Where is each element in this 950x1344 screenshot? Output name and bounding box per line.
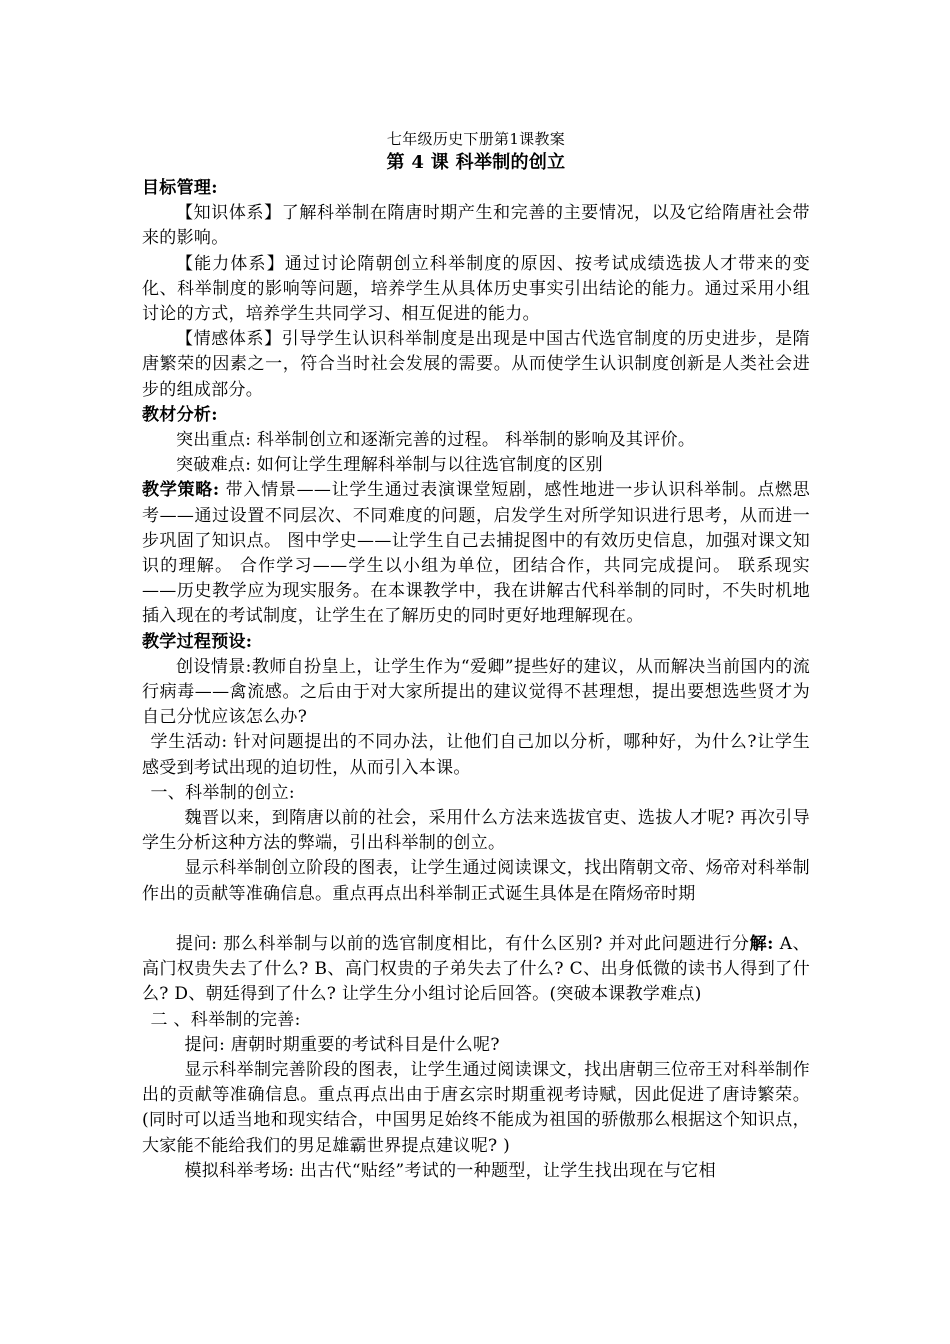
lesson-title: 第 4 课 科举制的创立 bbox=[386, 152, 566, 173]
question-rest: A、高门权贵失去了什么? B、高门权贵的子弟失去了什么? C、出身低微的读书人得到了什么? D、朝廷得到了什么? 让学生分小组讨论后回答。(突破本课教学难点) bbox=[142, 933, 810, 1005]
strategy-paragraph bbox=[142, 478, 810, 629]
goal-heading: 目标管理: bbox=[142, 178, 218, 198]
ability-objective: 【能力体系】通过讨论隋朝创立科举制度的原因、按考试成绩选拔人才带来的变化、科举制度的影响等问题，培养学生从具体历史事实引出结论的能力。通过采用小组讨论的方式，培养学生共同学习、相互促进的能力。 bbox=[142, 253, 810, 325]
doc-caption: 七年级历史下册第1课教案 bbox=[386, 130, 566, 148]
section-1-question bbox=[142, 932, 810, 1008]
question-lead: 提问: bbox=[176, 933, 218, 954]
analysis-heading: 教材分析: bbox=[142, 404, 218, 425]
activity-paragraph: 学生活动: 针对问题提出的不同办法，让他们自己加以分析，哪种好，为什么?让学生感受到考试出现的迫切性，从而引入本课。 bbox=[142, 732, 810, 778]
section-1-paragraph-1: 魏晋以来，到隋唐以前的社会，采用什么方法来选拔官吏、选拔人才呢? 再次引导学生分析这种方法的弊端，引出科举制的创立。 bbox=[142, 808, 810, 854]
question-text: 那么科举制与以前的选官制度相比，有什么区别? 并对此问题进行分 bbox=[217, 933, 750, 954]
section-2-heading: 二 、科举制的完善: bbox=[150, 1009, 301, 1030]
blank-line bbox=[142, 907, 810, 932]
section-2-paragraph-1: 显示科举制完善阶段的图表，让学生通过阅读课文，找出唐朝三位帝王对科举制作出的贡献等准确信息。重点再点出由于唐玄宗时期重视考诗赋，因此促进了唐诗繁荣。(同时可以适当地和现实结合，中国男足始终不能成为祖国的骄傲那么根据这个知识点，大家能不能给我们的男足雄霸世界提点建议呢? ) bbox=[142, 1059, 810, 1156]
scenario-paragraph: 创设情景:教师自扮皇上，让学生作为“爱卿”提些好的建议，从而解决当前国内的流行病毒——禽流感。之后由于对大家所提出的建议觉得不甚理想，提出要想选些贤才为自己分忧应该怎么办? bbox=[142, 656, 810, 728]
knowledge-objective: 【知识体系】了解科举制在隋唐时期产生和完善的主要情况，以及它给隋唐社会带来的影响。 bbox=[142, 203, 810, 249]
emotion-objective: 【情感体系】引导学生认识科举制度是出现是中国古代选官制度的历史进步，是隋唐繁荣的因素之一，符合当时社会发展的需要。从而使学生认识制度创新是人类社会进步的组成部分。 bbox=[142, 329, 810, 400]
strategy-body: 带入情景——让学生通过表演课堂短剧，感性地进一步认识科举制。点燃思考——通过设置不同层次、不同难度的问题，启发学生对所学知识进行思考，从而进一步巩固了知识点。 图中学史——让学生自己去捕捉图中的有效历史信息，加强对课文知识的理解。 合作学习——学生以小组为单位，团结合作，共同完成提问。 联系现实——历史教学应为现实服务。在本课教学中，我在讲解古代科举制的同时，不失时机地插入现在的考试制度，让学生在了解历史的同时更好地理解现在。 bbox=[142, 480, 810, 627]
key-points: 突出重点: 科举制创立和逐渐完善的过程。 科举制的影响及其评价。 bbox=[176, 430, 696, 451]
section-1-heading: 一、科举制的创立: bbox=[150, 782, 295, 803]
section-2-question: 提问: 唐朝时期重要的考试科目是什么呢? bbox=[184, 1034, 500, 1055]
section-2-paragraph-2: 模拟科举考场: 出古代“贴经”考试的一种题型，让学生找出现在与它相 bbox=[184, 1160, 716, 1181]
strategy-heading: 教学策略: bbox=[142, 480, 220, 501]
question-lead-2: 解: bbox=[749, 933, 774, 954]
process-heading: 教学过程预设: bbox=[142, 631, 253, 652]
difficulty-points: 突破难点: 如何让学生理解科举制与以往选官制度的区别 bbox=[176, 455, 603, 476]
lesson-plan-body bbox=[142, 128, 810, 1184]
section-1-paragraph-2: 显示科举制创立阶段的图表，让学生通过阅读课文，找出隋朝文帝、炀帝对科举制作出的贡献等准确信息。重点再点出科举制正式诞生具体是在隋炀帝时期 bbox=[142, 858, 810, 904]
